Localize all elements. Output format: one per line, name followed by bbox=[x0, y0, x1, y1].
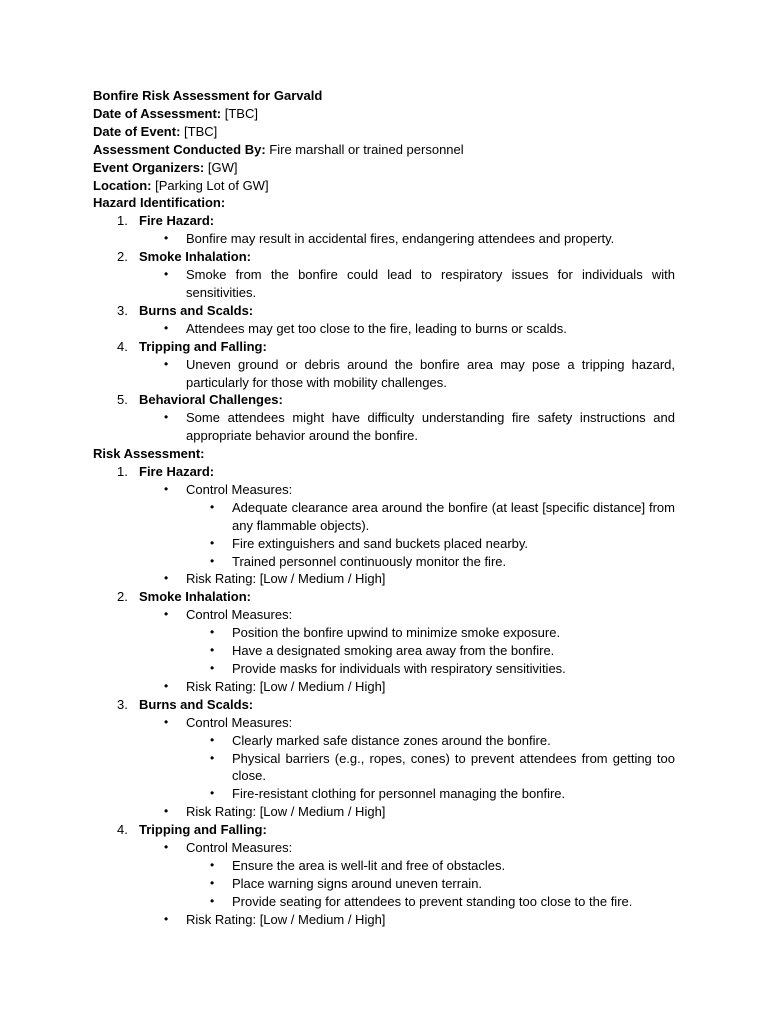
hazard-title-line bbox=[93, 248, 675, 266]
hazard-description: • Bonfire may result in accidental fires, endangering attendees and property. bbox=[186, 230, 675, 248]
hazard-title-line bbox=[93, 302, 675, 320]
control-measures-label: • Control Measures: bbox=[186, 714, 675, 732]
control-measure: • Physical barriers (e.g., ropes, cones) to prevent attendees from getting too close. bbox=[232, 750, 675, 786]
hazard-item bbox=[93, 338, 675, 392]
control-measure: • Adequate clearance area around the bonfire (at least [specific distance] from any flammable objects). bbox=[232, 499, 675, 535]
list-number: 4. bbox=[117, 822, 128, 838]
risk-title: Smoke Inhalation: bbox=[139, 589, 251, 605]
hazard-item bbox=[93, 212, 675, 248]
hazard-description: • Some attendees might have difficulty understanding fire safety instructions and appropriate behavior around the bonfire. bbox=[186, 409, 675, 445]
meta-label: Event Organizers: bbox=[93, 159, 205, 175]
control-measure: • Clearly marked safe distance zones around the bonfire. bbox=[232, 732, 675, 750]
hazard-title: Smoke Inhalation: bbox=[139, 249, 251, 265]
risk-title: Tripping and Falling: bbox=[139, 822, 267, 838]
hazard-identification-heading: Hazard Identification: bbox=[93, 195, 226, 211]
hazard-title: Tripping and Falling: bbox=[139, 338, 267, 354]
risk-title-line bbox=[93, 463, 675, 481]
control-measure: • Have a designated smoking area away from the bonfire. bbox=[232, 642, 675, 660]
meta-location bbox=[93, 177, 675, 195]
hazard-description: • Smoke from the bonfire could lead to respiratory issues for individuals with sensitivities. bbox=[186, 266, 675, 302]
control-measure: • Fire-resistant clothing for personnel managing the bonfire. bbox=[232, 785, 675, 803]
hazard-description: • Attendees may get too close to the fire, leading to burns or scalds. bbox=[186, 320, 675, 338]
document-title: Bonfire Risk Assessment for Garvald bbox=[93, 88, 323, 103]
list-number: 1. bbox=[117, 213, 128, 229]
hazard-title-line bbox=[93, 212, 675, 230]
risk-list bbox=[93, 463, 675, 929]
risk-item bbox=[93, 463, 675, 588]
hazard-item bbox=[93, 391, 675, 445]
risk-item bbox=[93, 588, 675, 695]
meta-label: Location: bbox=[93, 177, 152, 193]
control-measure: • Provide masks for individuals with respiratory sensitivities. bbox=[232, 660, 675, 678]
control-measures-label: • Control Measures: bbox=[186, 606, 675, 624]
meta-label: Date of Event: bbox=[93, 123, 181, 139]
list-number: 1. bbox=[117, 464, 128, 480]
risk-rating: • Risk Rating: [Low / Medium / High] bbox=[186, 678, 675, 696]
hazard-title: Behavioral Challenges: bbox=[139, 392, 283, 408]
risk-title-line bbox=[93, 821, 675, 839]
control-measure: • Fire extinguishers and sand buckets placed nearby. bbox=[232, 535, 675, 553]
hazard-title-line bbox=[93, 391, 675, 409]
hazard-title: Burns and Scalds: bbox=[139, 302, 254, 318]
risk-assessment-heading: Risk Assessment: bbox=[93, 446, 205, 462]
hazard-title-line bbox=[93, 338, 675, 356]
list-number: 4. bbox=[117, 338, 128, 354]
meta-label: Assessment Conducted By: bbox=[93, 141, 266, 157]
risk-title: Fire Hazard: bbox=[139, 464, 215, 480]
control-measure: • Ensure the area is well-lit and free of obstacles. bbox=[232, 857, 675, 875]
meta-value: [GW] bbox=[207, 159, 238, 175]
list-number: 5. bbox=[117, 392, 128, 408]
meta-value: Fire marshall or trained personnel bbox=[269, 141, 464, 157]
risk-rating: • Risk Rating: [Low / Medium / High] bbox=[186, 803, 675, 821]
list-number: 3. bbox=[117, 696, 128, 712]
risk-title-line bbox=[93, 588, 675, 606]
hazard-item bbox=[93, 248, 675, 302]
control-measures-label: • Control Measures: bbox=[186, 839, 675, 857]
meta-event-organizers bbox=[93, 159, 675, 177]
meta-value: [TBC] bbox=[184, 123, 218, 139]
meta-label: Date of Assessment: bbox=[93, 105, 222, 121]
hazard-title: Fire Hazard: bbox=[139, 213, 215, 229]
hazard-list bbox=[93, 212, 675, 445]
list-number: 2. bbox=[117, 249, 128, 265]
meta-conducted-by bbox=[93, 141, 675, 159]
risk-item bbox=[93, 821, 675, 928]
control-measures-label: • Control Measures: bbox=[186, 481, 675, 499]
risk-title-line bbox=[93, 696, 675, 714]
risk-rating: • Risk Rating: [Low / Medium / High] bbox=[186, 570, 675, 588]
control-measure: • Position the bonfire upwind to minimize smoke exposure. bbox=[232, 624, 675, 642]
control-measure: • Trained personnel continuously monitor the fire. bbox=[232, 553, 675, 571]
control-measure: • Provide seating for attendees to prevent standing too close to the fire. bbox=[232, 893, 675, 911]
meta-date-of-event bbox=[93, 123, 675, 141]
risk-item bbox=[93, 696, 675, 821]
meta-value: [TBC] bbox=[224, 105, 258, 121]
meta-value: [Parking Lot of GW] bbox=[155, 177, 269, 193]
risk-title: Burns and Scalds: bbox=[139, 696, 254, 712]
control-measure: • Place warning signs around uneven terrain. bbox=[232, 875, 675, 893]
meta-date-of-assessment bbox=[93, 105, 675, 123]
hazard-description: • Uneven ground or debris around the bonfire area may pose a tripping hazard, particularly for those with mobility challenges. bbox=[186, 356, 675, 392]
hazard-item bbox=[93, 302, 675, 338]
risk-rating: • Risk Rating: [Low / Medium / High] bbox=[186, 911, 675, 929]
list-number: 2. bbox=[117, 589, 128, 605]
document-page bbox=[93, 87, 675, 929]
list-number: 3. bbox=[117, 302, 128, 318]
